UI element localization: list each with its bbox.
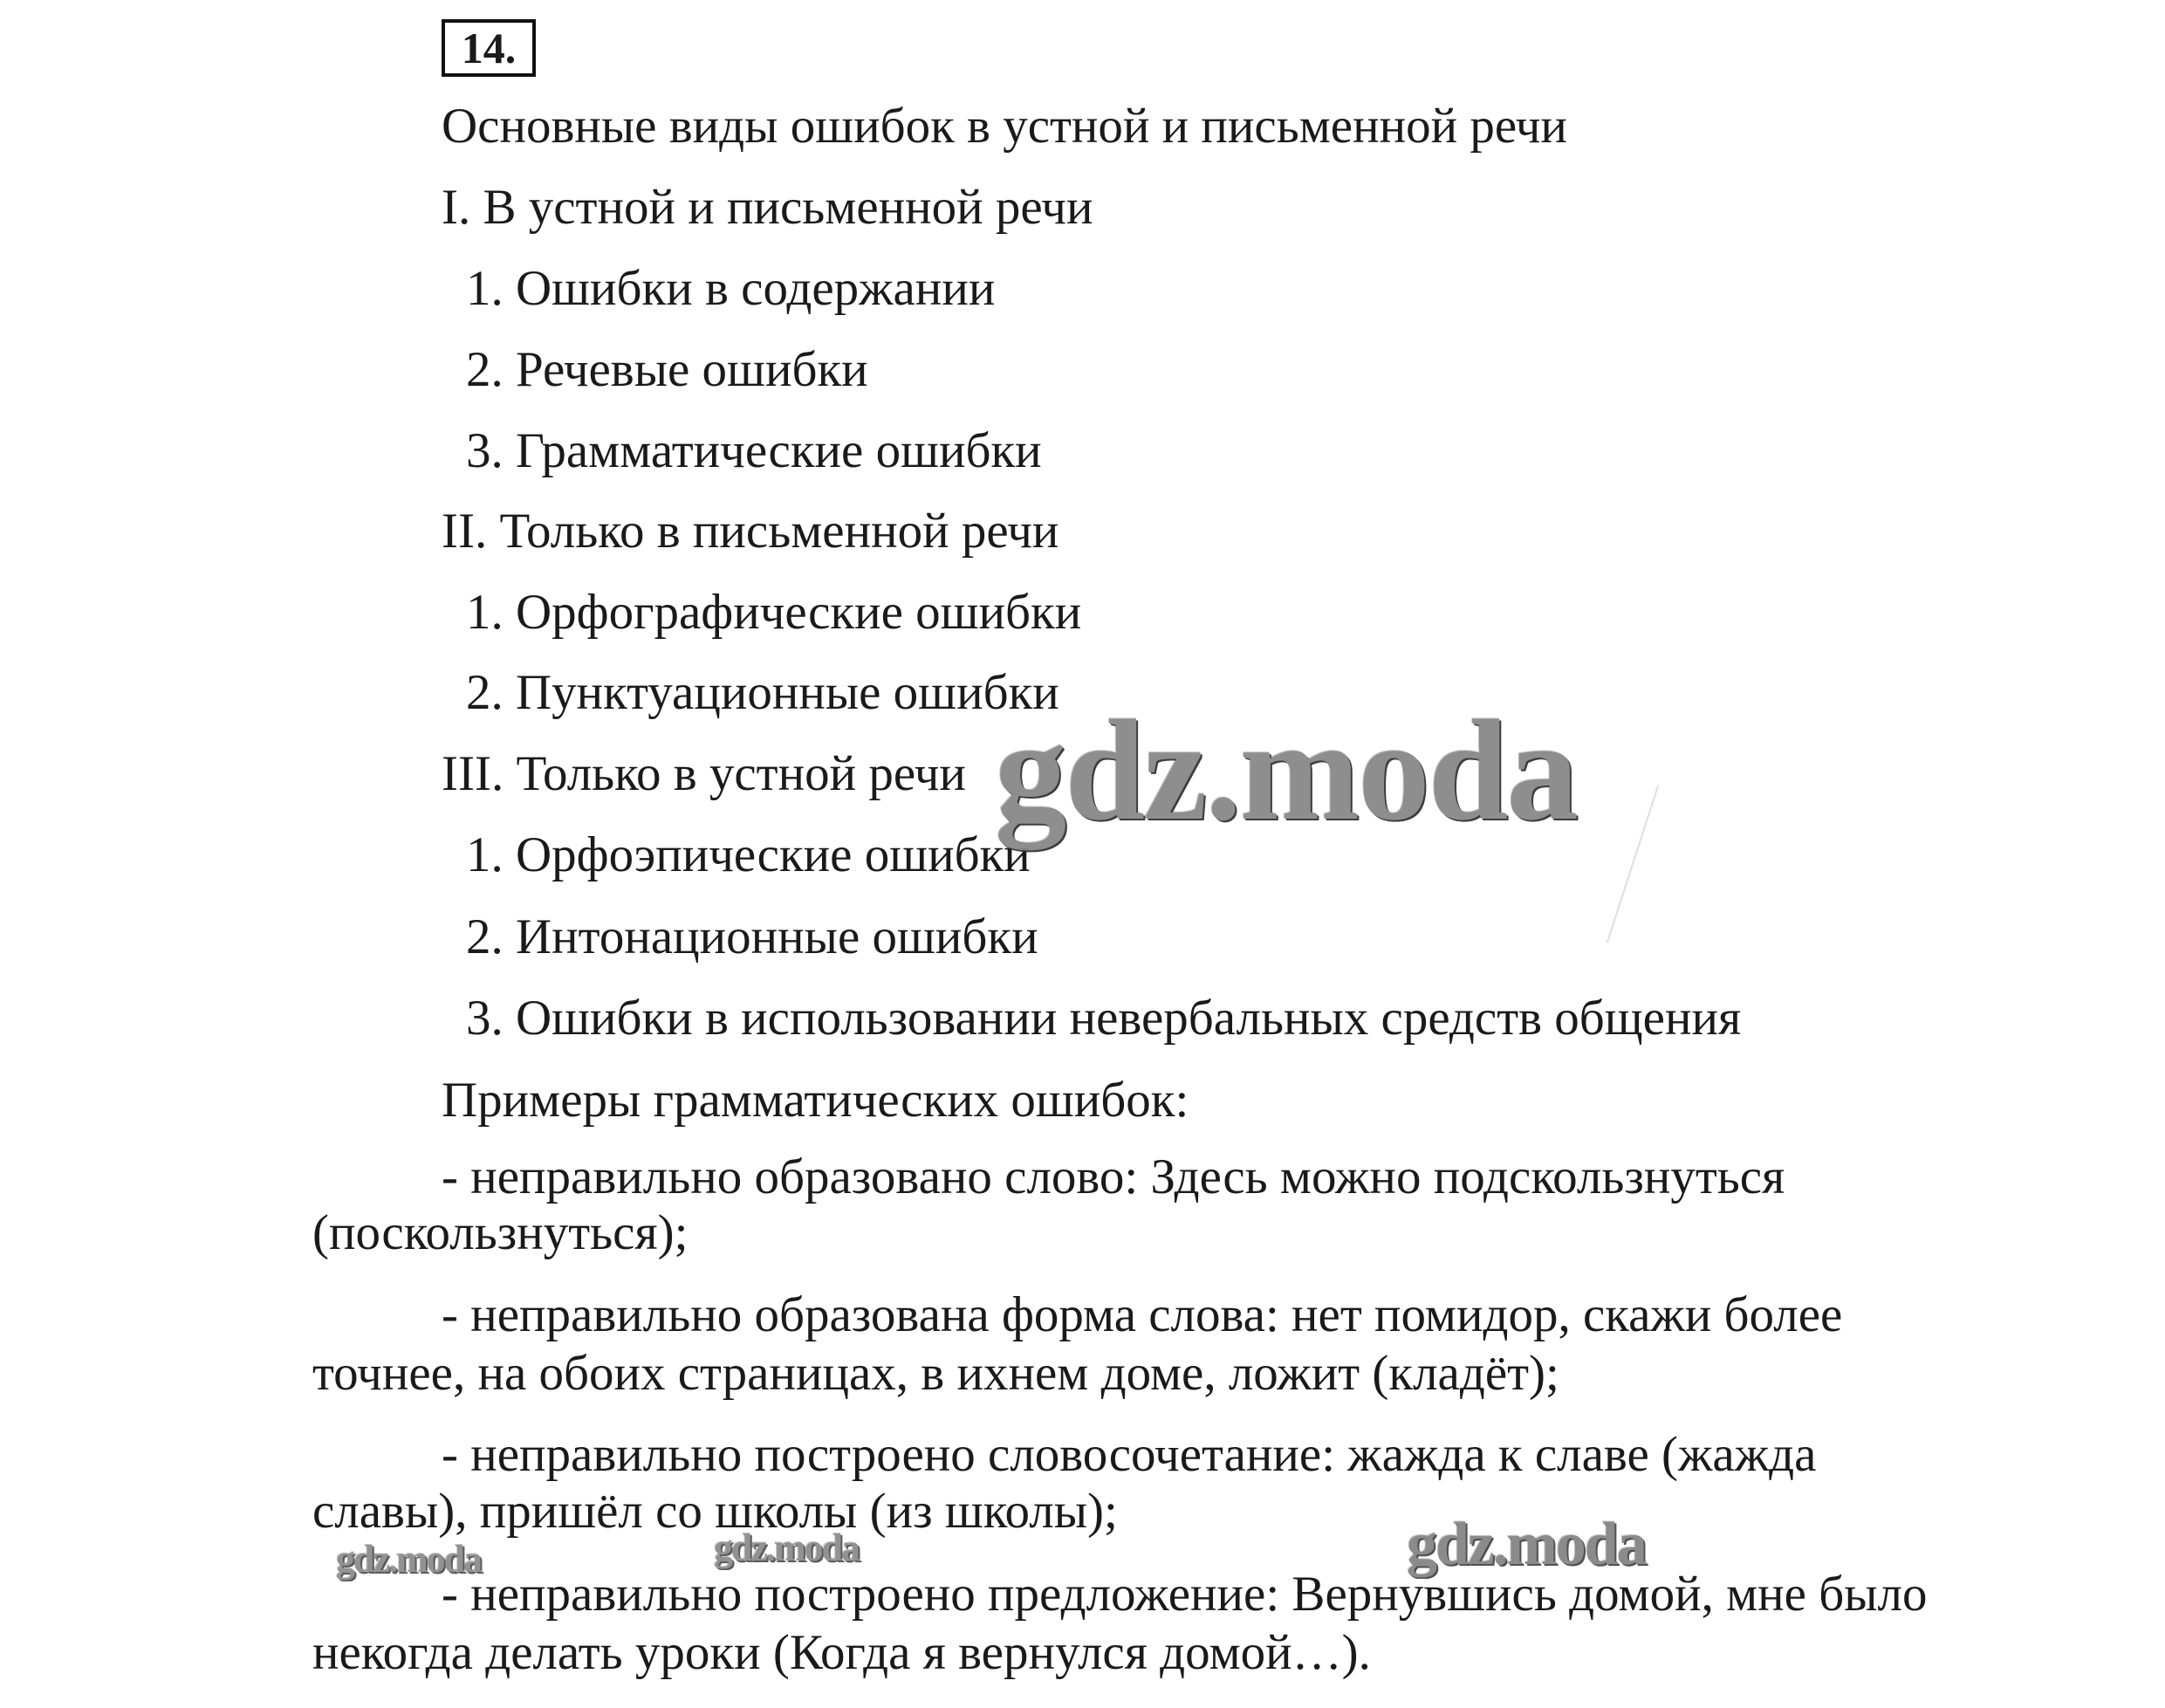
example-line: - неправильно образована форма слова: нет помидор, скажи более: [442, 1287, 1843, 1342]
list-item: 1. Орфографические ошибки: [466, 585, 1082, 640]
list-item: 2. Пунктуационные ошибки: [466, 665, 1059, 720]
list-item: 3. Грамматические ошибки: [466, 423, 1042, 478]
watermark-stroke: [1607, 785, 1664, 943]
watermark: gdz.moda: [336, 1538, 482, 1581]
example-line: - неправильно построено словосочетание: жажда к славе (жажда: [442, 1427, 1817, 1482]
section-heading: III. Только в устной речи: [442, 746, 966, 801]
example-line: точнее, на обоих страницах, в ихнем доме, ложит (кладёт);: [312, 1346, 1559, 1401]
section-heading: II. Только в письменной речи: [442, 504, 1059, 559]
document-title: Основные виды ошибок в устной и письменной речи: [442, 99, 1567, 154]
list-item: 1. Орфоэпические ошибки: [466, 827, 1031, 882]
example-line: - неправильно образовано слово: Здесь можно подскользнуться: [442, 1149, 1785, 1204]
watermark: gdz.moda: [995, 690, 1577, 850]
example-line: (поскользнуться);: [312, 1205, 689, 1260]
list-item: 2. Речевые ошибки: [466, 342, 868, 397]
list-item: 1. Ошибки в содержании: [466, 261, 996, 316]
list-item: 3. Ошибки в использовании невербальных средств общения: [466, 991, 1742, 1046]
examples-heading: Примеры грамматических ошибок:: [442, 1073, 1189, 1128]
example-line: некогда делать уроки (Когда я вернулся домой…).: [312, 1625, 1371, 1680]
example-line: славы), пришёл со школы (из школы);: [312, 1484, 1118, 1539]
list-item: 2. Интонационные ошибки: [466, 909, 1038, 964]
exercise-number: 14.: [442, 19, 536, 77]
section-heading: I. В устной и письменной речи: [442, 180, 1093, 235]
example-line: - неправильно построено предложение: Вернувшись домой, мне было: [442, 1567, 1928, 1622]
watermark: gdz.moda: [1407, 1511, 1646, 1578]
watermark: gdz.moda: [714, 1526, 860, 1569]
